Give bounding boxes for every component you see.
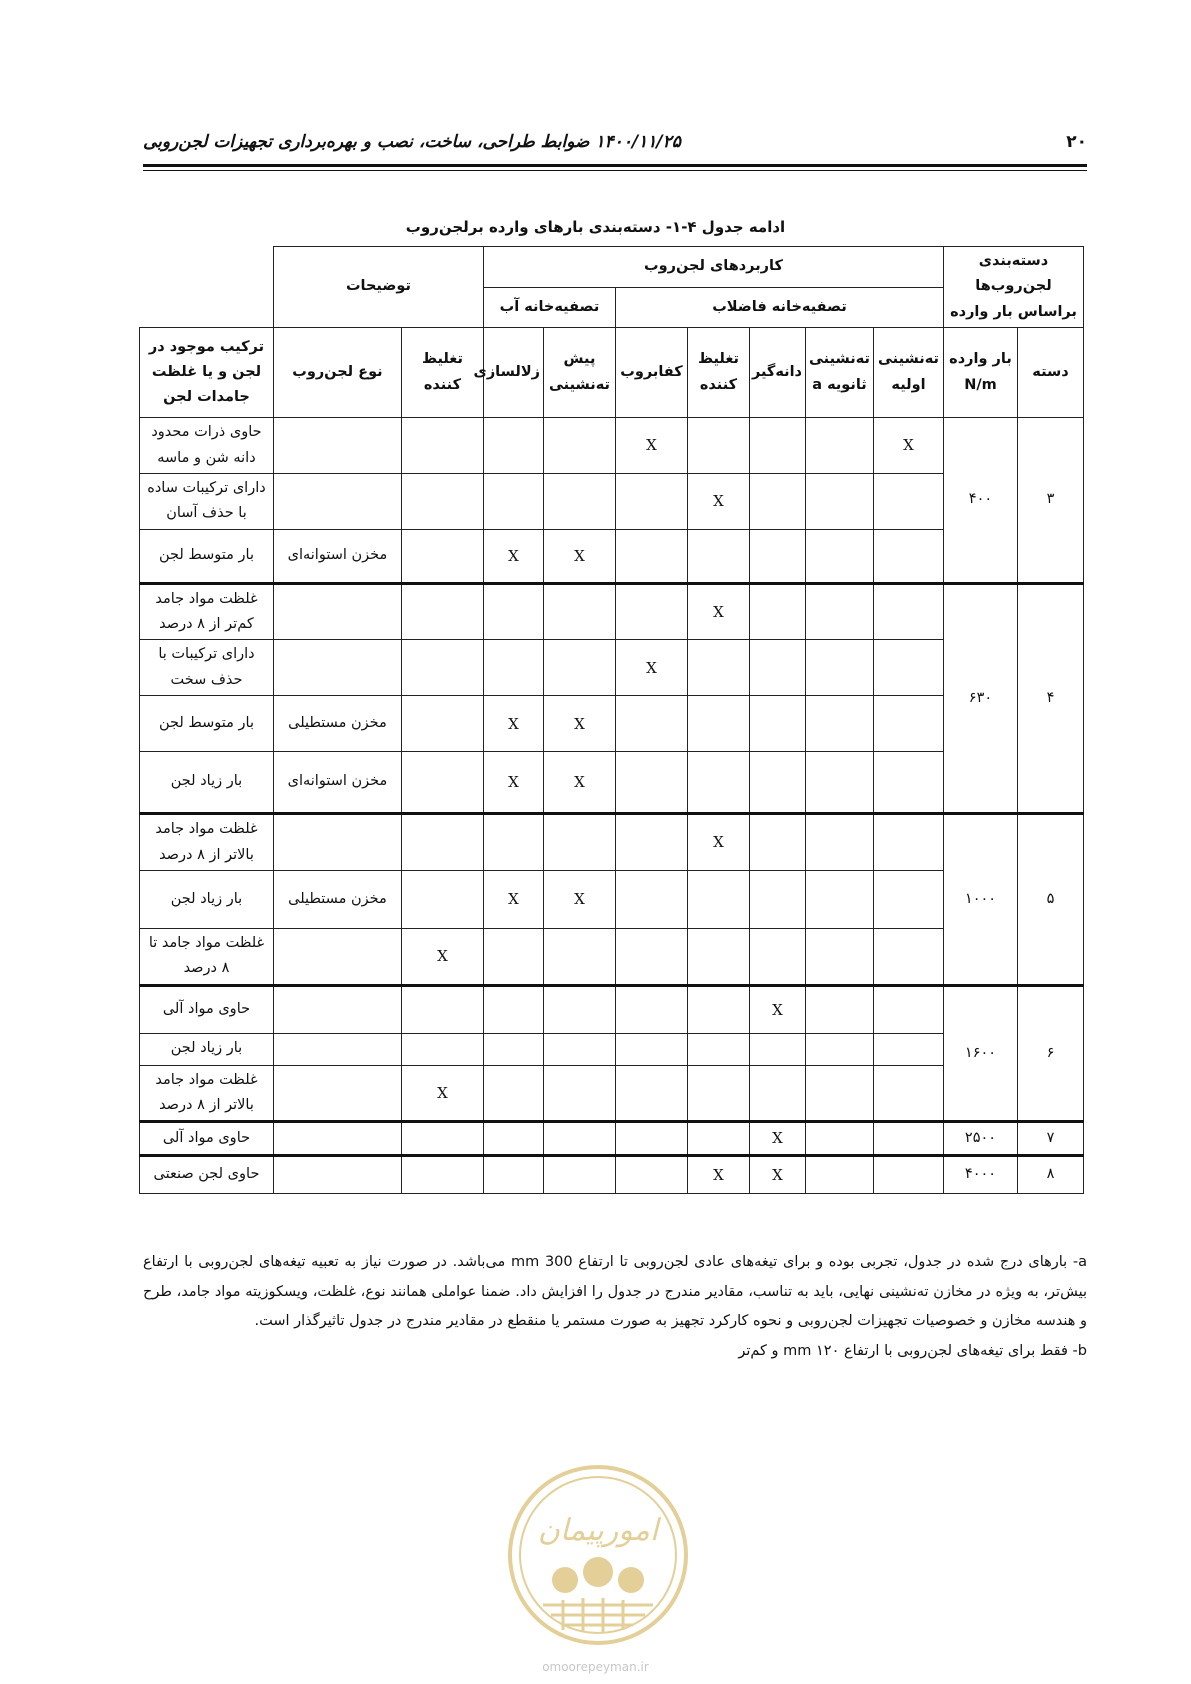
load-classification-table — [139, 246, 1084, 1194]
composition-cell: بار زیاد لجن — [140, 870, 274, 928]
page-header — [143, 128, 1087, 162]
mark-cell: X — [401, 928, 483, 985]
mark-cell — [749, 814, 805, 871]
mark-cell — [687, 1122, 749, 1155]
mark-cell — [543, 1033, 615, 1065]
mark-cell: X — [483, 870, 543, 928]
mark-cell — [805, 473, 873, 529]
scraper-type-cell: مخزن استوانه‌ای — [273, 752, 401, 814]
mark-cell — [615, 814, 687, 871]
secondary-settling-header: ته‌نشینی ثانویه a — [805, 328, 873, 418]
composition-cell: حاوی لجن صنعتی — [140, 1155, 274, 1193]
mark-cell — [543, 473, 615, 529]
load-header: بار وارده N/m — [943, 328, 1017, 418]
header-rule — [143, 164, 1087, 167]
category-cell: ۷ — [1018, 1122, 1084, 1155]
load-cell: ۶۳۰ — [943, 583, 1017, 814]
mark-cell — [483, 1155, 543, 1193]
mark-cell: X — [543, 529, 615, 583]
mark-cell — [401, 473, 483, 529]
composition-cell: بار زیاد لجن — [140, 752, 274, 814]
scraper-type-cell — [273, 928, 401, 985]
scraper-type-cell — [273, 814, 401, 871]
scraper-type-cell: مخزن مستطیلی — [273, 696, 401, 752]
category-header: دسته — [1018, 328, 1084, 418]
table-body — [140, 418, 1084, 1194]
skimmer-header: کفابروب — [615, 328, 687, 418]
table-row — [140, 1033, 1084, 1065]
category-cell: ۶ — [1018, 985, 1084, 1122]
header-title: ۱۴۰۰/۱۱/۲۵ ضوابط طراحی، ساخت، نصب و بهره‌برداری تجهیزات لجن‌روبی — [143, 132, 681, 152]
mark-cell: X — [687, 583, 749, 640]
mark-cell — [805, 928, 873, 985]
mark-cell — [749, 583, 805, 640]
table-row — [140, 1155, 1084, 1193]
composition-cell: غلظت مواد جامد کم‌تر از ۸ درصد — [140, 583, 274, 640]
mark-cell — [401, 814, 483, 871]
mark-cell — [615, 529, 687, 583]
mark-cell — [483, 640, 543, 696]
mark-cell — [873, 583, 943, 640]
mark-cell — [401, 752, 483, 814]
mark-cell: X — [615, 418, 687, 474]
note-a: a- بارهای درج شده در جدول، تجربی بوده و برای تیغه‌های عادی لجن‌روبی تا ارتفاع 300 mm می‌باشد. در صورت نیاز به تعبیه تیغه‌های لجن‌روبی با ارتفاع بیش‌تر، به ویژه در مخازن ته‌نشینی نهایی، باید به تناسب، مقادیر مندرج در جدول را افزایش داد. ضمنا عواملی همانند نوع، غلظت، ویسکوزیته مواد جامد، طرح و هندسه مخازن و خصوصیات تجهیزات لجن‌روبی و نحوه کارکرد تجهیز به صورت مستمر یا منقطع در مقادیر مندرج در جدول تاثیرگذار است. — [143, 1254, 1088, 1330]
table-row — [140, 814, 1084, 871]
mark-cell: X — [543, 696, 615, 752]
mark-cell — [543, 814, 615, 871]
table-caption: ادامه جدول ۴-۱- دسته‌بندی بارهای وارده برلجن‌روب — [405, 218, 786, 236]
mark-cell — [543, 1122, 615, 1155]
scraper-type-cell: مخزن مستطیلی — [273, 870, 401, 928]
table-row — [140, 870, 1084, 928]
clarification-header: زلالسازی — [483, 328, 543, 418]
mark-cell — [483, 928, 543, 985]
load-cell: ۱۰۰۰ — [943, 814, 1017, 986]
mark-cell — [873, 1033, 943, 1065]
mark-cell — [749, 640, 805, 696]
mark-cell — [749, 1033, 805, 1065]
mark-cell — [615, 1155, 687, 1193]
scraper-type-cell — [273, 985, 401, 1033]
mark-cell — [749, 870, 805, 928]
composition-cell: حاوی مواد آلی — [140, 985, 274, 1033]
scraper-type-header: نوع لجن‌روب — [273, 328, 401, 418]
mark-cell — [805, 1065, 873, 1122]
mark-cell: X — [749, 985, 805, 1033]
mark-cell — [401, 529, 483, 583]
mark-cell — [687, 752, 749, 814]
mark-cell — [805, 696, 873, 752]
mark-cell — [873, 985, 943, 1033]
table-row — [140, 696, 1084, 752]
mark-cell: X — [543, 870, 615, 928]
mark-cell — [483, 985, 543, 1033]
mark-cell — [805, 870, 873, 928]
grit-chamber-header: دانه‌گیر — [749, 328, 805, 418]
mark-cell — [401, 985, 483, 1033]
mark-cell — [749, 418, 805, 474]
thickener-water-header: تغلیظ کننده — [401, 328, 483, 418]
composition-header: ترکیب موجود در لجن و یا غلظت جامدات لجن — [140, 328, 274, 418]
mark-cell — [805, 1033, 873, 1065]
mark-cell — [687, 529, 749, 583]
watermark-url: omoorepeyman.ir — [542, 1660, 649, 1674]
mark-cell — [687, 696, 749, 752]
composition-cell: حاوی مواد آلی — [140, 1122, 274, 1155]
mark-cell — [401, 418, 483, 474]
scraper-type-cell — [273, 640, 401, 696]
mark-cell — [615, 985, 687, 1033]
composition-cell: دارای ترکیبات با حذف سخت — [140, 640, 274, 696]
scraper-type-cell — [273, 1122, 401, 1155]
mark-cell — [873, 640, 943, 696]
mark-cell — [615, 752, 687, 814]
applications-header: کاربردهای لجن‌روب — [483, 247, 943, 288]
page-number: ۲۰ — [1066, 132, 1087, 152]
seal-lettering: امورپیمان — [537, 1513, 659, 1548]
mark-cell — [401, 583, 483, 640]
mark-cell — [401, 640, 483, 696]
classification-header: دسته‌بندی لجن‌روب‌ها براساس بار وارده — [943, 247, 1083, 328]
mark-cell — [483, 814, 543, 871]
scraper-type-cell — [273, 418, 401, 474]
descriptions-header: توضیحات — [273, 247, 483, 328]
scraper-type-cell — [273, 473, 401, 529]
mark-cell — [483, 418, 543, 474]
mark-cell — [805, 1122, 873, 1155]
mark-cell — [749, 1065, 805, 1122]
mark-cell: X — [401, 1065, 483, 1122]
load-cell: ۱۶۰۰ — [943, 985, 1017, 1122]
header-rule-thin — [143, 170, 1087, 171]
table-row — [140, 640, 1084, 696]
load-cell: ۴۰۰ — [943, 418, 1017, 584]
scraper-type-cell — [273, 583, 401, 640]
table-row — [140, 583, 1084, 640]
mark-cell — [873, 529, 943, 583]
mark-cell — [401, 696, 483, 752]
note-b: b- فقط برای تیغه‌های لجن‌روبی با ارتفاع mm ۱۲۰ و کم‌تر — [738, 1343, 1087, 1360]
table-row — [140, 529, 1084, 583]
mark-cell — [873, 473, 943, 529]
mark-cell — [543, 928, 615, 985]
mark-cell — [401, 1033, 483, 1065]
mark-cell — [805, 814, 873, 871]
mark-cell — [483, 1033, 543, 1065]
mark-cell — [401, 870, 483, 928]
seal-logo — [503, 1460, 693, 1650]
pre-settling-header: پیش ته‌نشینی — [543, 328, 615, 418]
composition-cell: غلظت مواد جامد بالاتر از ۸ درصد — [140, 814, 274, 871]
composition-cell: حاوی ذرات محدود دانه شن و ماسه — [140, 418, 274, 474]
table-row — [140, 985, 1084, 1033]
wastewater-plant-header: تصفیه‌خانه فاضلاب — [615, 287, 943, 328]
mark-cell: X — [749, 1155, 805, 1193]
mark-cell — [749, 696, 805, 752]
composition-cell: بار متوسط لجن — [140, 529, 274, 583]
mark-cell — [873, 1155, 943, 1193]
primary-settling-header: ته‌نشینی اولیه — [873, 328, 943, 418]
mark-cell — [805, 640, 873, 696]
mark-cell: X — [543, 752, 615, 814]
mark-cell — [873, 928, 943, 985]
composition-cell: غلظت مواد جامد بالاتر از ۸ درصد — [140, 1065, 274, 1122]
composition-cell: بار متوسط لجن — [140, 696, 274, 752]
thickener-wastewater-header: تغلیظ کننده — [687, 328, 749, 418]
mark-cell — [615, 928, 687, 985]
mark-cell — [687, 640, 749, 696]
mark-cell — [749, 529, 805, 583]
mark-cell — [543, 985, 615, 1033]
table-notes — [143, 1248, 1087, 1367]
mark-cell — [543, 1155, 615, 1193]
mark-cell — [687, 1033, 749, 1065]
mark-cell — [805, 529, 873, 583]
category-cell: ۳ — [1018, 418, 1084, 584]
table-row — [140, 752, 1084, 814]
table-row — [140, 1065, 1084, 1122]
mark-cell — [483, 1122, 543, 1155]
mark-cell — [543, 640, 615, 696]
scraper-type-cell — [273, 1033, 401, 1065]
mark-cell — [615, 473, 687, 529]
mark-cell — [805, 1155, 873, 1193]
mark-cell — [687, 418, 749, 474]
mark-cell — [805, 752, 873, 814]
mark-cell — [401, 1122, 483, 1155]
mark-cell: X — [483, 696, 543, 752]
mark-cell: X — [687, 1155, 749, 1193]
category-cell: ۴ — [1018, 583, 1084, 814]
table-row — [140, 418, 1084, 474]
water-plant-header: تصفیه‌خانه آب — [483, 287, 615, 328]
mark-cell: X — [687, 814, 749, 871]
mark-cell: X — [483, 752, 543, 814]
mark-cell — [483, 473, 543, 529]
mark-cell — [873, 870, 943, 928]
table-row — [140, 928, 1084, 985]
category-cell: ۸ — [1018, 1155, 1084, 1193]
mark-cell — [805, 418, 873, 474]
composition-cell: دارای ترکیبات ساده با حذف آسان — [140, 473, 274, 529]
mark-cell — [687, 870, 749, 928]
mark-cell — [749, 752, 805, 814]
load-cell: ۴۰۰۰ — [943, 1155, 1017, 1193]
composition-cell: غلظت مواد جامد تا ۸ درصد — [140, 928, 274, 985]
mark-cell — [873, 1122, 943, 1155]
mark-cell: X — [615, 640, 687, 696]
mark-cell — [873, 1065, 943, 1122]
mark-cell — [687, 1065, 749, 1122]
mark-cell — [483, 1065, 543, 1122]
mark-cell — [805, 583, 873, 640]
mark-cell — [615, 870, 687, 928]
scraper-type-cell: مخزن استوانه‌ای — [273, 529, 401, 583]
mark-cell — [873, 752, 943, 814]
mark-cell — [873, 696, 943, 752]
mark-cell — [543, 1065, 615, 1122]
load-cell: ۲۵۰۰ — [943, 1122, 1017, 1155]
mark-cell — [615, 1122, 687, 1155]
mark-cell: X — [749, 1122, 805, 1155]
mark-cell — [483, 583, 543, 640]
mark-cell — [543, 418, 615, 474]
mark-cell: X — [483, 529, 543, 583]
mark-cell — [615, 1033, 687, 1065]
mark-cell: X — [687, 473, 749, 529]
mark-cell — [687, 928, 749, 985]
table-row — [140, 1122, 1084, 1155]
mark-cell — [749, 473, 805, 529]
mark-cell — [543, 583, 615, 640]
mark-cell — [805, 985, 873, 1033]
mark-cell — [615, 696, 687, 752]
mark-cell — [687, 985, 749, 1033]
scraper-type-cell — [273, 1065, 401, 1122]
mark-cell — [615, 583, 687, 640]
mark-cell: X — [873, 418, 943, 474]
table-row — [140, 473, 1084, 529]
mark-cell — [615, 1065, 687, 1122]
mark-cell — [401, 1155, 483, 1193]
scraper-type-cell — [273, 1155, 401, 1193]
mark-cell — [749, 928, 805, 985]
category-cell: ۵ — [1018, 814, 1084, 986]
composition-cell: بار زیاد لجن — [140, 1033, 274, 1065]
mark-cell — [873, 814, 943, 871]
